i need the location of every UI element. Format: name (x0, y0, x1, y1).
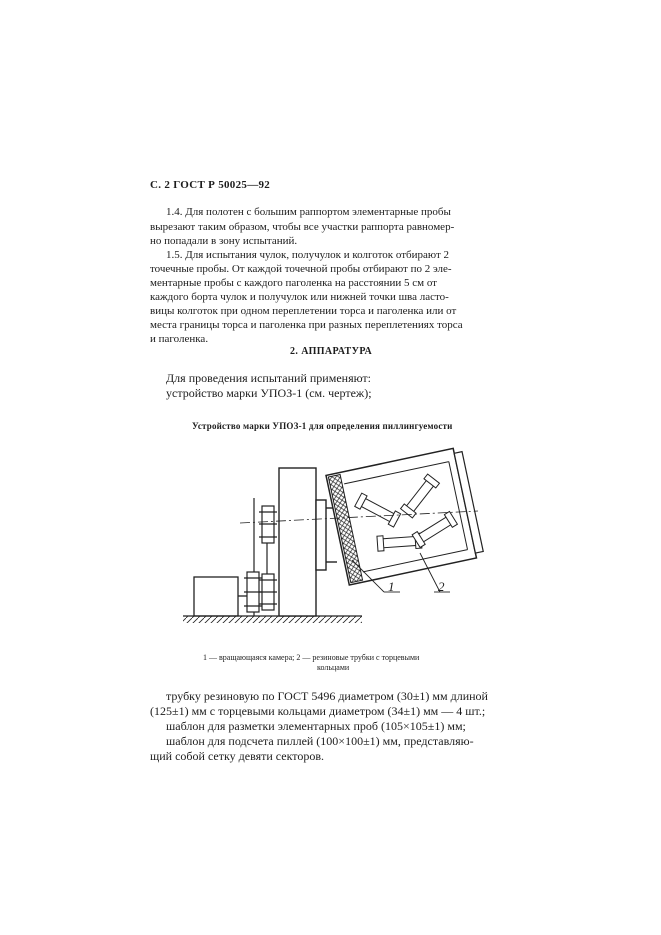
page-header: С. 2 ГОСТ Р 50025—92 (150, 179, 271, 191)
figure-title: Устройство марки УПОЗ-1 для определения пиллингуемости (192, 421, 453, 431)
para-1-5-line-5: вицы колготок при одном переплетении торса и паголенка или от (150, 305, 457, 317)
para-1-5-line-3: ментарные пробы с каждого паголенка на расстоянии 5 см от (150, 277, 437, 289)
para-1-4-line-2: вырезают таким образом, чтобы все участки раппорта равномер- (150, 221, 455, 233)
floor (183, 616, 362, 623)
para-1-5-line-1: 1.5. Для испытания чулок, получулок и колготок отбирают 2 (166, 249, 450, 261)
motor (194, 577, 250, 616)
pulley-belt (244, 498, 277, 616)
para-1-5-line-6: места границы торса и паголенка при разных переплетениях торса (150, 319, 463, 331)
housing (279, 468, 337, 616)
item-line-1: трубку резиновую по ГОСТ 5496 диаметром (30±1) мм длиной (166, 689, 488, 703)
figure-caption-line-2: кольцами (317, 663, 350, 672)
section-title: 2. АППАРАТУРА (290, 346, 373, 357)
item-line-4: шаблон для подсчета пиллей (100×100±1) мм, представляю- (166, 734, 474, 748)
para-1-5-line-4: каждого борта чулок и получулок или нижней точки шва ласто- (150, 291, 449, 303)
item-line-2: (125±1) мм с торцевыми кольцами диаметром (34±1) мм — 4 шт.; (150, 704, 486, 718)
figure-label-2: 2 (438, 579, 445, 594)
para-1-5-line-2: точечные пробы. От каждой точечной пробы отбирают по 2 эле- (150, 263, 452, 275)
figure-label-1: 1 (388, 579, 395, 594)
item-line-3: шаблон для разметки элементарных проб (105×105±1) мм; (166, 719, 466, 733)
intro-line-2: устройство марки УПОЗ-1 (см. чертеж); (166, 386, 372, 400)
para-1-4-line-1: 1.4. Для полотен с большим раппортом элементарные пробы (166, 206, 451, 218)
rotating-chamber (326, 447, 484, 585)
para-1-4-line-3: но попадали в зону испытаний. (150, 235, 298, 247)
figure-caption-line-1: 1 — вращающаяся камера; 2 — резиновые трубки с торцевыми (203, 653, 420, 662)
item-line-5: щий собой сетку девяти секторов. (150, 749, 324, 763)
para-1-5-line-7: и паголенка. (150, 333, 209, 345)
intro-line-1: Для проведения испытаний применяют: (166, 371, 371, 385)
